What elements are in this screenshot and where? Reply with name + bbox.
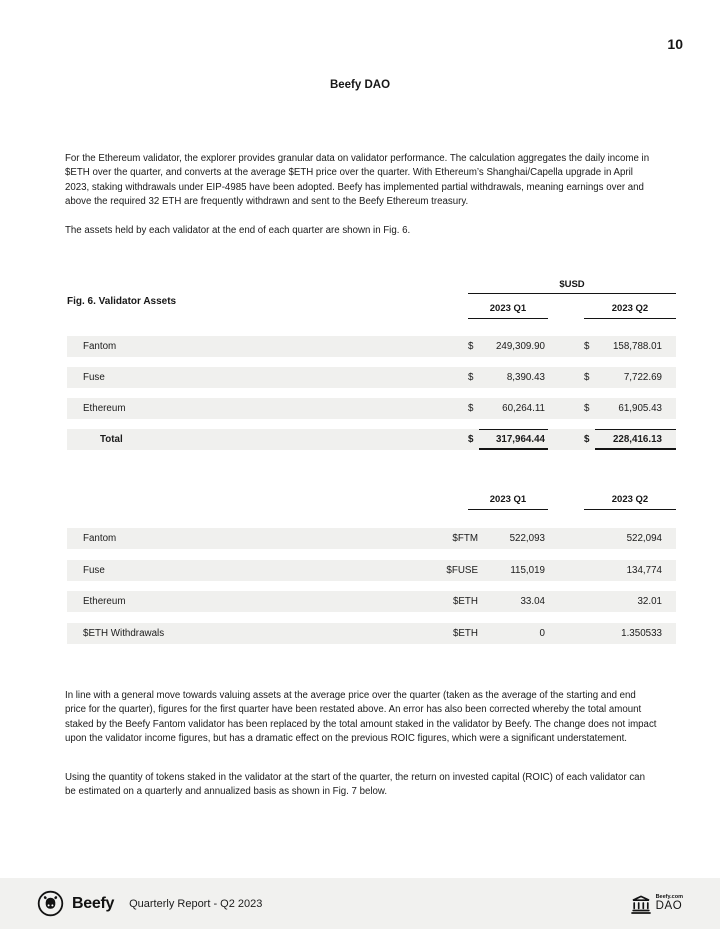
table-row-fuse [67, 367, 676, 388]
document-title: Beefy DAO [329, 79, 391, 91]
paragraph-fig6-intro: The assets held by each validator at the end of each quarter are shown in Fig. 6. [65, 225, 411, 236]
paragraph-restatement: In line with a general move towards valuing assets at the average price over the quarter (taken as the average of the starting and end price for the quarter), figures for the first quarter have been restated above. An error has also been corrected whereby the total amount staked by the Beefy Fantom validator has been replaced by the total amount staked in the validator by Beefy. The change does not impact upon the validator income figures, but has a dramatic effect on the previous ROIC figures, which were a significant understatement. [65, 690, 657, 744]
table-row-fuse-tokens [67, 560, 676, 581]
currency-symbol: $ [468, 372, 474, 383]
footer-dao-badge [630, 893, 683, 915]
currency-symbol: $ [584, 434, 590, 445]
token-table-body [67, 528, 676, 644]
total-label: Total [100, 434, 123, 445]
token-quarter-headers [468, 494, 676, 510]
fig6-header-right [468, 279, 676, 319]
table-row-eth-withdrawals [67, 623, 676, 644]
table-row-ethereum [67, 398, 676, 419]
q1-value: 522,093 [509, 533, 545, 544]
q2-value: 134,774 [626, 564, 662, 576]
q2-total-cell [584, 429, 676, 450]
q1-value: 0 [539, 627, 545, 639]
fig6-table-header [67, 279, 676, 319]
q1-value: 115,019 [510, 564, 545, 576]
paragraph-validator-performance: For the Ethereum validator, the explorer provides granular data on validator performance. The calculation aggregates the daily income in $ETH over the quarter, and converts at the average $ETH price over the quarter. With Ethereum’s Shanghai/Capella upgrade in April 2023, staking withdrawals under EIP-4985 have been adopted. Beefy has implemented partial withdrawals, meaning earnings over and above the required 32 ETH are frequently withdrawn and sent to the Beefy Ethereum treasury. [65, 153, 650, 207]
q1-cell [468, 398, 548, 419]
page-number: 10 [667, 36, 683, 52]
currency-symbol: $ [468, 341, 474, 352]
q2-cell [584, 398, 676, 419]
q2-value: 1.350533 [621, 627, 662, 639]
currency-symbol: $ [584, 341, 590, 352]
dao-badge-text [656, 895, 683, 913]
row-label: Fantom [83, 341, 117, 352]
q1-total-cell [468, 429, 548, 450]
q1-total-value: 317,964.44 [479, 429, 548, 450]
beefy-cow-logo-icon [37, 890, 64, 917]
token-unit: $ETH [452, 627, 478, 639]
row-label: Fuse [83, 564, 105, 576]
dao-site-label: Beefy.com [655, 893, 683, 900]
fig6-validator-assets-table [67, 279, 676, 450]
fig6-quarter-headers [468, 303, 676, 319]
table-row-total [67, 429, 676, 450]
footer-report-title: Quarterly Report - Q2 2023 [129, 897, 263, 910]
fig6-table-body [67, 336, 676, 450]
q2-cell [584, 336, 676, 357]
q2-cell [584, 367, 676, 388]
dao-temple-icon [630, 893, 652, 915]
token-unit: $ETH [452, 596, 478, 607]
q1-value: 33.04 [520, 596, 545, 607]
column-header-2023-q2: 2023 Q2 [584, 494, 676, 510]
table-row-ethereum-tokens [67, 591, 676, 612]
footer-brand [37, 890, 262, 917]
row-label: $ETH Withdrawals [83, 627, 165, 639]
q2-value: 522,094 [626, 533, 662, 544]
q2-value: 158,788.01 [612, 341, 662, 352]
fig6-caption: Fig. 6. Validator Assets [67, 295, 177, 307]
q2-value: 7,722.69 [623, 372, 662, 383]
token-quantities-table [67, 494, 676, 654]
column-header-2023-q1: 2023 Q1 [468, 494, 548, 510]
q2-value: 61,905.43 [618, 403, 662, 414]
q1-value: 8,390.43 [506, 372, 545, 383]
token-table-header [67, 494, 676, 510]
q1-value: 60,264.11 [502, 403, 545, 414]
column-header-2023-q2: 2023 Q2 [584, 303, 676, 319]
usd-column-group-header: $USD [468, 279, 676, 294]
row-label: Ethereum [83, 403, 126, 414]
row-label: Fuse [83, 372, 105, 383]
q1-cell [468, 336, 548, 357]
token-unit: $FUSE [446, 564, 478, 576]
row-label: Ethereum [83, 596, 126, 607]
paragraph-roic-intro: Using the quantity of tokens staked in the validator at the start of the quarter, the return on invested capital (ROIC) of each validator can be estimated on a quarterly and annualized basis as shown in Fig. 7 below. [65, 772, 645, 798]
dao-label: DAO [655, 900, 683, 912]
currency-symbol: $ [584, 372, 590, 383]
footer-brand-name: Beefy [72, 894, 115, 912]
column-header-2023-q1: 2023 Q1 [468, 303, 548, 319]
column-gap [548, 494, 584, 510]
currency-symbol: $ [468, 403, 474, 414]
currency-symbol: $ [468, 434, 474, 445]
q1-value: 249,309.90 [495, 341, 545, 352]
token-unit: $FTM [452, 533, 478, 544]
row-label: Fantom [83, 533, 117, 544]
table-row-fantom [67, 336, 676, 357]
header-spacer [67, 494, 468, 510]
q2-value: 32.01 [637, 596, 662, 607]
column-gap [548, 303, 584, 319]
q2-total-value: 228,416.13 [595, 429, 676, 450]
q1-cell [468, 367, 548, 388]
currency-symbol: $ [584, 403, 590, 414]
table-row-fantom-tokens [67, 528, 676, 549]
page-footer [0, 878, 720, 929]
